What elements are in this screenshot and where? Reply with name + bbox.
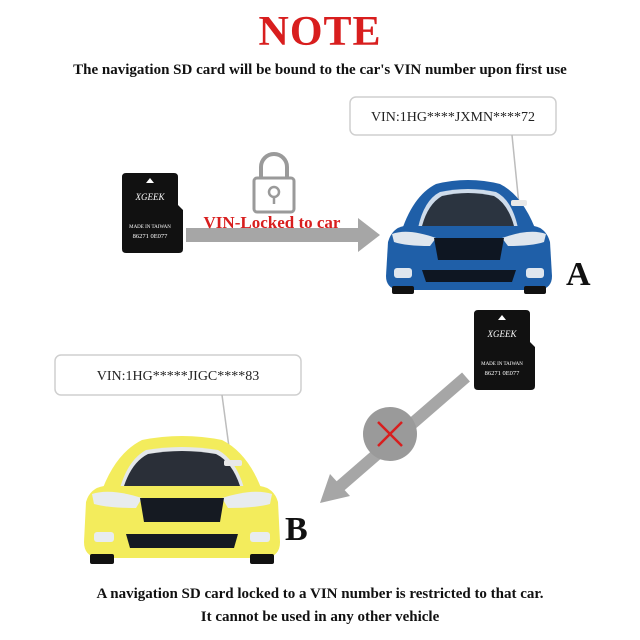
page-subtitle: The navigation SD card will be bound to the car's VIN number upon first use xyxy=(73,62,567,78)
sd-card-serial: 86271 0E077 xyxy=(132,233,168,240)
sd-card-origin: MADE IN TAIWAN xyxy=(481,362,523,367)
sd-card-a xyxy=(122,173,183,253)
sd-card-brand: XGEEK xyxy=(135,192,165,202)
blocked-x-icon xyxy=(363,407,417,461)
sd-card-origin: MADE IN TAIWAN xyxy=(129,225,171,230)
car-b xyxy=(84,436,280,564)
car-letter-a: A xyxy=(566,256,591,293)
sd-card-b xyxy=(474,310,535,390)
sd-card-brand: XGEEK xyxy=(487,329,517,339)
footer-line-2: It cannot be used in any other vehicle xyxy=(200,609,440,625)
vin-label-b: VIN:1HG*****JIGC****83 xyxy=(96,369,260,384)
vin-locked-label: VIN-Locked to car xyxy=(203,213,341,232)
footer-line-1: A navigation SD card locked to a VIN number is restricted to that car. xyxy=(96,586,544,602)
vin-label-a: VIN:1HG****JXMN****72 xyxy=(370,110,536,125)
sd-card-serial: 86271 0E077 xyxy=(484,370,520,377)
car-letter-b: B xyxy=(285,511,308,548)
car-a xyxy=(386,180,552,294)
page-title: NOTE xyxy=(258,9,382,55)
padlock-icon xyxy=(254,154,294,212)
